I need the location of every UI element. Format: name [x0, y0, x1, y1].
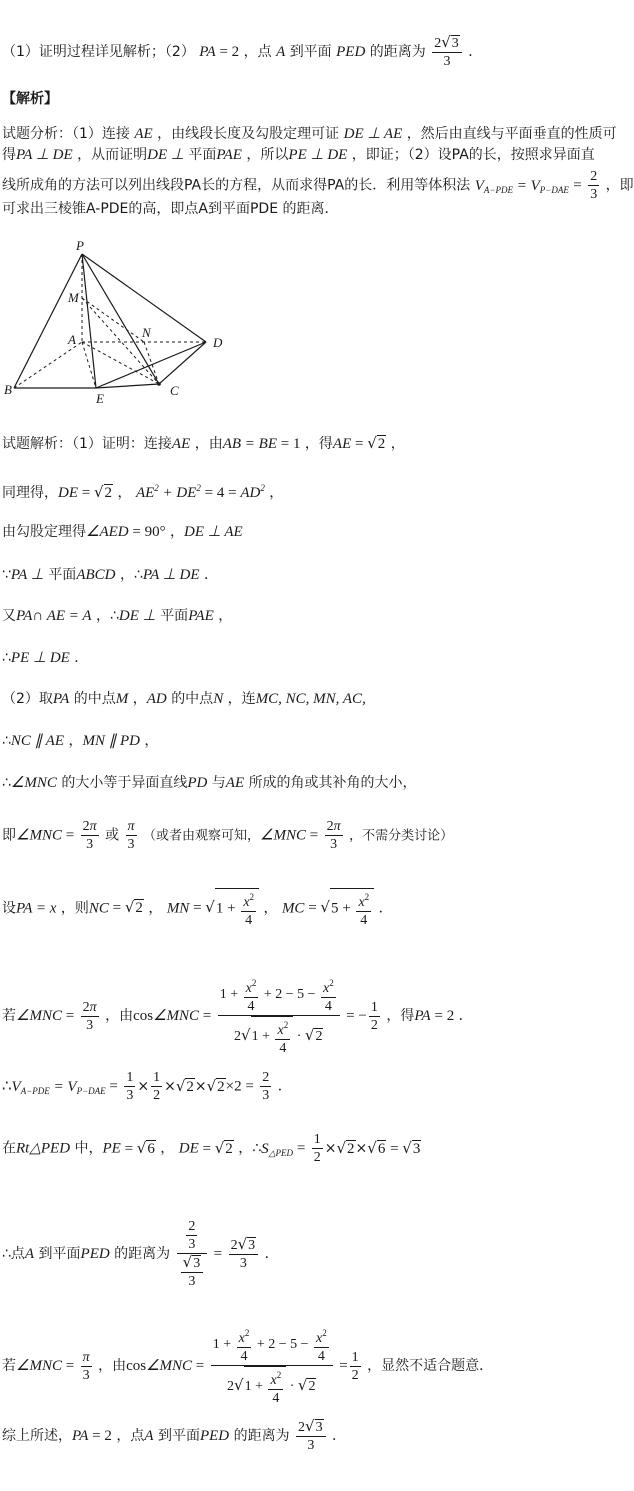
answer-text: 到平面 [289, 44, 332, 60]
math: ABCD [76, 567, 116, 583]
math: PA ⊥ DE [16, 147, 73, 163]
math: = [573, 177, 582, 194]
text: （或者由观察可知， [143, 828, 261, 844]
fraction: $\frac{2√ 3}{3}$ [432, 34, 462, 70]
text: ，然后由直线与平面垂直的性质可 [406, 126, 617, 142]
fraction: $\frac{2\pi}{3}$ [82, 819, 97, 852]
text: ，则 [60, 900, 89, 917]
math: ×2 = [225, 1078, 254, 1095]
fraction: 1 + $\frac{x^2}{4}$ + 2 − 5 − $\frac{x^2}{4}$ 2√ 1 + $\frac{x^2}{4}$ · √ 2 [218, 975, 340, 1057]
math: = 90° [128, 524, 166, 540]
math: = [61, 1008, 75, 1024]
text: ，所以 [246, 147, 289, 163]
fraction: $\frac{2}{3}$ √ $\frac{3}{3}$ [177, 1218, 208, 1290]
label-n: N [142, 325, 151, 340]
math: cos [126, 1358, 147, 1374]
text: 的中点 [171, 691, 214, 707]
text: （2）取 [2, 691, 53, 707]
math: = √ 2 [109, 900, 144, 916]
math: = √ 5 + $\frac{x^2}{4}$ [304, 900, 374, 916]
fraction: 1 + $\frac{x^2}{4}$ + 2 − 5 − $\frac{x^2}{4}$ 2√ 1 + $\frac{x^2}{4}$ · √ 2 [211, 1325, 333, 1407]
math: Rt△PED [16, 1140, 71, 1157]
math: = 2 [430, 1008, 455, 1024]
math: MN [166, 900, 190, 917]
math: 2 [186, 1078, 194, 1095]
math: = [213, 1246, 223, 1262]
text: 的中点 [73, 691, 116, 707]
math: PA = x [16, 900, 57, 917]
analysis-line: 可求出三棱锥A-PDE的高，即点A到平面PDE 的距离． [2, 201, 339, 217]
fraction: $\frac{\pi}{3}$ [127, 819, 135, 852]
solution-line: 由勾股定理得∠AED = 90° ，DE ⊥ AE [2, 524, 243, 540]
point-c [157, 382, 161, 386]
text: 同理得， [2, 485, 58, 501]
math: = √ 3 [386, 1141, 421, 1157]
math: PA [199, 44, 216, 60]
fraction: $\frac{2}{3}$ [262, 1070, 270, 1103]
text: 即 [2, 827, 16, 844]
math: ∴ [2, 1078, 12, 1095]
solution-line: ∵PA ⊥ 平面ABCD ，∴PA ⊥ DE ． [2, 567, 218, 583]
analysis-line [2, 168, 634, 203]
math: = [339, 1358, 348, 1374]
math: = √ 1 + $\frac{x^2}{4}$ [189, 900, 259, 916]
text: ，从而证明 [77, 147, 148, 163]
math: PED [80, 1246, 110, 1262]
text: 的距离为 [114, 1246, 171, 1262]
math: A [144, 1428, 154, 1444]
math: DE ⊥ AE [184, 524, 243, 540]
text: ∴ [2, 650, 11, 666]
text: ，点 [116, 1428, 145, 1444]
math: PA ⊥ [10, 567, 44, 583]
math: = 2 [215, 44, 240, 60]
math: DE [178, 1140, 199, 1157]
solution-line: ∴点A 到平面PED 的距离为 $\frac{2}{3}$ √ $\frac{3}{3}$ = $\frac{2√ 3}{3}$ ． [2, 1218, 279, 1290]
math: = √ 2 [78, 485, 113, 501]
math: $S_{\triangle PED}$ [261, 1140, 294, 1158]
solution-line: $\therefore V_{A-PDE} = V_{P-DAE}$ = $\frac{1}{3}$ × $\frac{1}{2}$ ×√ 2×√ 2×2 = $\frac{2}{3}$ ． [2, 1069, 292, 1104]
math: = √ 2 [351, 436, 386, 452]
label-e: E [96, 391, 104, 406]
text: 到平面 [38, 1246, 81, 1262]
math: ∠MNC [10, 775, 57, 791]
math: A [276, 44, 286, 60]
math: = [105, 1078, 118, 1095]
pyramid-diagram [0, 236, 240, 406]
solution-line: ∴NC ∥ AE ，MN ∥ PD ， [2, 733, 159, 749]
solution-line: 综上所述，PA = 2 ，点A 到平面PED 的距离为 $\frac{2√ 3}{3}$ ． [2, 1418, 346, 1454]
text: ，∴ [96, 608, 119, 624]
math: ∠AED [86, 524, 129, 540]
solution-line [2, 1325, 493, 1407]
text: ，即 [605, 177, 634, 194]
math: AE [332, 436, 352, 452]
math: MN ∥ PD [82, 733, 140, 749]
edge-ba [14, 342, 82, 388]
math: PA [414, 1008, 431, 1024]
math: ∠MNC [16, 827, 62, 844]
math: = [305, 827, 319, 844]
math: DE ⊥ [118, 608, 156, 624]
math: AB = BE [222, 436, 277, 452]
fraction: $\frac{1}{2}$ [313, 1132, 321, 1165]
text: 试题解析：（1）证明：连接 [2, 436, 172, 452]
fraction: $\frac{\pi}{3}$ [82, 1349, 90, 1383]
answer-text: 的距离为 [369, 44, 426, 60]
text: 若 [2, 1008, 16, 1024]
math: AE [225, 775, 245, 791]
text: ∴点 [2, 1246, 25, 1262]
math [336, 1141, 346, 1157]
math: DE ⊥ [147, 147, 184, 163]
text: ，得 [386, 1008, 415, 1024]
math: PED [199, 1428, 230, 1444]
fraction: $\frac{1}{2}$ [351, 1349, 359, 1383]
math: $V_{A-PDE} = V_{P-DAE}$ [11, 1078, 106, 1096]
math: PE ⊥ DE [10, 650, 70, 666]
edge-mc [82, 298, 159, 384]
text: 得 [2, 147, 16, 163]
solution-line: 试题解析：（1）证明：连接AE ，由AB = BE = 1 ，得AE = √ 2 ， [2, 433, 405, 454]
math: PA ⊥ DE [142, 567, 200, 583]
math: 2 [347, 1140, 355, 1157]
math: ∠MNC [153, 1008, 200, 1024]
text: ，由 [194, 436, 223, 452]
math: PA∩ AE = A [16, 608, 92, 624]
math [207, 1079, 217, 1095]
math: $AE^2 + DE^2$ [135, 483, 201, 501]
math: MC [281, 900, 305, 917]
math: 2 [217, 1078, 225, 1095]
edge-mn [82, 298, 144, 342]
text: ∴ [2, 775, 11, 791]
math: PED [336, 44, 366, 60]
math: = 2 [88, 1428, 112, 1444]
text: ，得 [304, 436, 333, 452]
text: ，不需分类讨论） [349, 828, 454, 844]
text: 试题分析：（1）连接 [2, 126, 130, 142]
math: N [213, 691, 224, 707]
math: PE [102, 1140, 121, 1157]
math: = 4 = [200, 485, 241, 501]
fraction: $\frac{1}{2}$ [153, 1070, 161, 1103]
text: 的大小等于异面直线 [61, 775, 188, 791]
math: PA [52, 691, 70, 707]
math: NC ∥ AE [10, 733, 64, 749]
math: = [199, 1008, 212, 1024]
math: = √ 2 [199, 1141, 234, 1157]
text: 平面 [188, 147, 217, 163]
solution-line [2, 818, 453, 853]
fraction: $\frac{2\pi}{3}$ [82, 999, 97, 1033]
text: 在 [2, 1140, 16, 1157]
math: cos [133, 1008, 154, 1024]
text: 的距离为 [233, 1428, 290, 1444]
math: PAE [188, 608, 214, 624]
solution-line: 若∠MNC = $\frac{2\pi}{3}$ ，由cos∠MNC = 1 + $\frac{x^2}{4}$ + 2 − 5 − $\frac{x^2}{4}$ 2√ 1 + $\frac{x^2}{4}$ · √ 2 = − $\frac{1}{2}$ ，得PA = 2 ． [2, 975, 473, 1057]
text: 与 [211, 775, 226, 791]
text: 若 [2, 1358, 16, 1374]
label-c: C [170, 383, 179, 398]
math: PD [187, 775, 208, 791]
text: ，连 [227, 691, 256, 707]
math: PE ⊥ DE [288, 147, 348, 163]
label-b: B [4, 382, 12, 397]
analysis-line [2, 145, 595, 165]
solution-line [2, 773, 417, 793]
text: ，∴ [119, 567, 143, 583]
text: ， [132, 691, 147, 707]
fraction: $\frac{2\pi}{3}$ [326, 819, 341, 852]
answer-text: ，点 [243, 44, 272, 60]
math: AE [171, 436, 191, 452]
math: DE ⊥ AE [343, 126, 403, 142]
label-a: A [68, 332, 76, 347]
math: ∠MNC [16, 1008, 62, 1024]
analysis-header: 【解析】 [2, 91, 58, 107]
fraction: $\frac{2√ 3}{3}$ [229, 1236, 259, 1272]
math [176, 1079, 186, 1095]
text: 中， [74, 1140, 103, 1157]
math: $V_{A-PDE} = V_{P-DAE}$ [474, 177, 569, 195]
edge-cd [159, 342, 206, 384]
solution-line: 又PA∩ AE = A ，∴DE ⊥ 平面PAE ， [2, 608, 233, 624]
math: = − [346, 1008, 367, 1024]
fraction: $\frac{1}{2}$ [370, 999, 378, 1033]
solution-line: 同理得，DE = √ 2 ， $AE^2 + DE^2 = 4 = AD^2$ ， [2, 478, 283, 503]
fraction: $\frac{2√ 3}{3}$ [296, 1418, 326, 1454]
text: ，由 [105, 1008, 134, 1024]
text: 到平面 [157, 1428, 200, 1444]
math: NC [88, 900, 109, 917]
math: $AD^2$ [240, 483, 265, 501]
text: 线所成角的方法可以列出线段PA长的方程，从而求得PA的长．利用等体积法 [2, 177, 471, 194]
label-p: P [76, 238, 84, 253]
text: 所成的角或其补角的大小， [248, 775, 417, 791]
analysis-line [2, 124, 617, 144]
math: M [115, 691, 129, 707]
math: A [24, 1246, 35, 1262]
text: ，由 [98, 1358, 127, 1374]
math: PA [72, 1428, 89, 1444]
text: 设 [2, 900, 16, 917]
text: 平面 [160, 608, 189, 624]
answer-line: （1）证明过程详见解析；（2） PA = 2 ，点 A 到平面 PED 的距离为 $\frac{2√ 3}{3}$ ． [2, 34, 482, 70]
solution-line [2, 689, 366, 709]
math: = √ 6 [121, 1141, 156, 1157]
text: ∵ [2, 567, 11, 583]
text: 或 [105, 827, 120, 844]
text: 平面 [48, 567, 77, 583]
math: MC, NC, MN, AC, [255, 691, 366, 707]
text: ，即证；（2）设PA的长，按照求异面直 [351, 147, 595, 163]
math: ∠MNC [146, 1358, 193, 1374]
math: ∠MNC [16, 1358, 62, 1374]
math: AD [146, 691, 167, 707]
label-d: D [213, 335, 223, 350]
math: 6 [377, 1140, 386, 1157]
math: = [192, 1358, 205, 1374]
solution-line: 在Rt△PED 中，PE = √ 6 ， DE = √ 2 ，$\therefore S_{\triangle PED}$ = $\frac{1}{2}$ ×√ 2×√ 6 = √ 3 [2, 1131, 421, 1166]
text: ∴ [2, 733, 11, 749]
math: = [61, 1358, 75, 1374]
text: ，由线段长度及勾股定理可证 [157, 126, 340, 142]
math: = [293, 1140, 306, 1157]
math: ∠MNC [260, 827, 306, 844]
text: 又 [2, 608, 16, 624]
math: = 1 [276, 436, 301, 452]
math: PAE [216, 147, 242, 163]
text: 综上所述， [2, 1428, 72, 1444]
label-m: M [68, 290, 79, 305]
fraction: $\frac{2}{3}$ [590, 169, 598, 202]
math [367, 1141, 377, 1157]
edge-pb [14, 254, 82, 388]
math: DE [58, 485, 78, 501]
text: ，显然不适合题意． [367, 1358, 494, 1374]
math: AE [134, 126, 153, 142]
solution-line: 设PA = x ，则NC = √ 2 ， MN = √ 1 + $\frac{x^2}{4}$ ， MC = √ 5 + $\frac{x^2}{4}$ ． [2, 888, 393, 929]
solution-line: ∴PE ⊥ DE ． [2, 650, 89, 666]
fraction: $\frac{1}{3}$ [126, 1070, 134, 1103]
answer-text: （1）证明过程详见解析；（2） [2, 44, 195, 60]
text: 由勾股定理得 [2, 524, 86, 540]
math: = [61, 827, 75, 844]
edge-ed [96, 342, 206, 388]
